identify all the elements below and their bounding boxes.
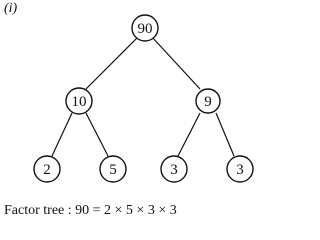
edge-90-to-9	[152, 37, 200, 89]
leaf-5-label: 5	[109, 162, 117, 178]
node-10-label: 10	[71, 94, 87, 110]
figure-label: (i)	[4, 1, 18, 16]
edge-10-to-5	[86, 113, 108, 156]
leaf-3-left	[161, 156, 187, 182]
node-10	[66, 88, 92, 114]
edge-9-to-3-left	[178, 113, 200, 156]
leaf-3-left-label: 3	[170, 162, 178, 178]
edge-90-to-10	[86, 37, 138, 89]
node-9	[196, 89, 220, 113]
leaf-2-label: 2	[43, 162, 51, 178]
leaf-5	[100, 156, 126, 182]
leaf-3-right	[227, 156, 253, 182]
leaf-3-right-label: 3	[236, 162, 244, 178]
edge-9-to-3-right	[216, 113, 234, 156]
leaf-2	[34, 156, 60, 182]
root-node-label: 90	[137, 21, 153, 37]
edge-10-to-2	[52, 113, 72, 156]
node-9-label: 9	[204, 94, 212, 110]
factor-tree-caption: Factor tree : 90 = 2 × 5 × 3 × 3	[4, 203, 177, 218]
root-node	[132, 15, 158, 41]
